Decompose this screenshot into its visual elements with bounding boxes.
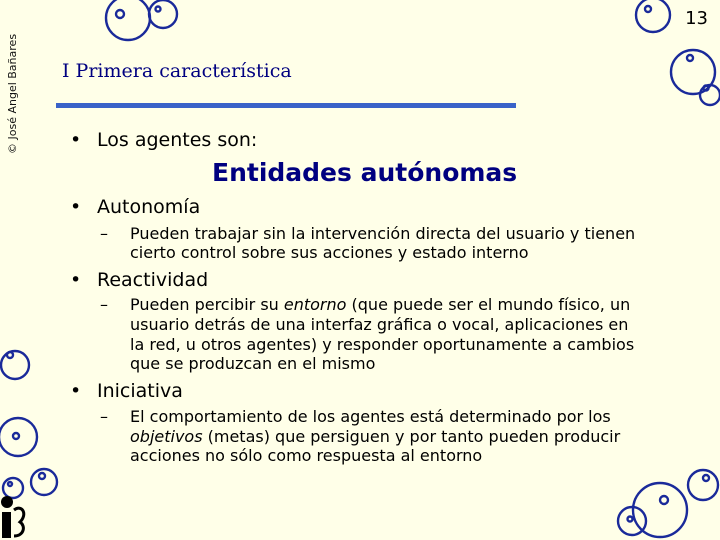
emphasis-objetivos: objetivos bbox=[130, 427, 203, 446]
bullet-dot-icon: • bbox=[70, 269, 82, 291]
emphasis-entorno: entorno bbox=[283, 295, 347, 314]
dash-icon: – bbox=[100, 224, 108, 243]
page-number: 13 bbox=[685, 8, 708, 29]
intro-text: Los agentes son: bbox=[97, 129, 258, 151]
bullet-dot-icon: • bbox=[70, 196, 82, 218]
dash-icon: – bbox=[100, 295, 108, 314]
slide-title: I Primera característica bbox=[62, 60, 292, 82]
title-underline bbox=[56, 103, 516, 108]
dash-icon: – bbox=[100, 407, 108, 426]
bullet-label: Autonomía bbox=[97, 196, 201, 218]
bullet-dot-icon: • bbox=[70, 129, 82, 151]
bullet-dot-icon: • bbox=[70, 380, 82, 402]
bullet-label: Reactividad bbox=[97, 269, 209, 291]
copyright-note: © José Angel Bañares bbox=[6, 33, 19, 154]
section-heading: Entidades autónomas bbox=[212, 158, 518, 187]
bullet-label: Iniciativa bbox=[97, 380, 183, 402]
university-logo-icon bbox=[0, 490, 32, 540]
